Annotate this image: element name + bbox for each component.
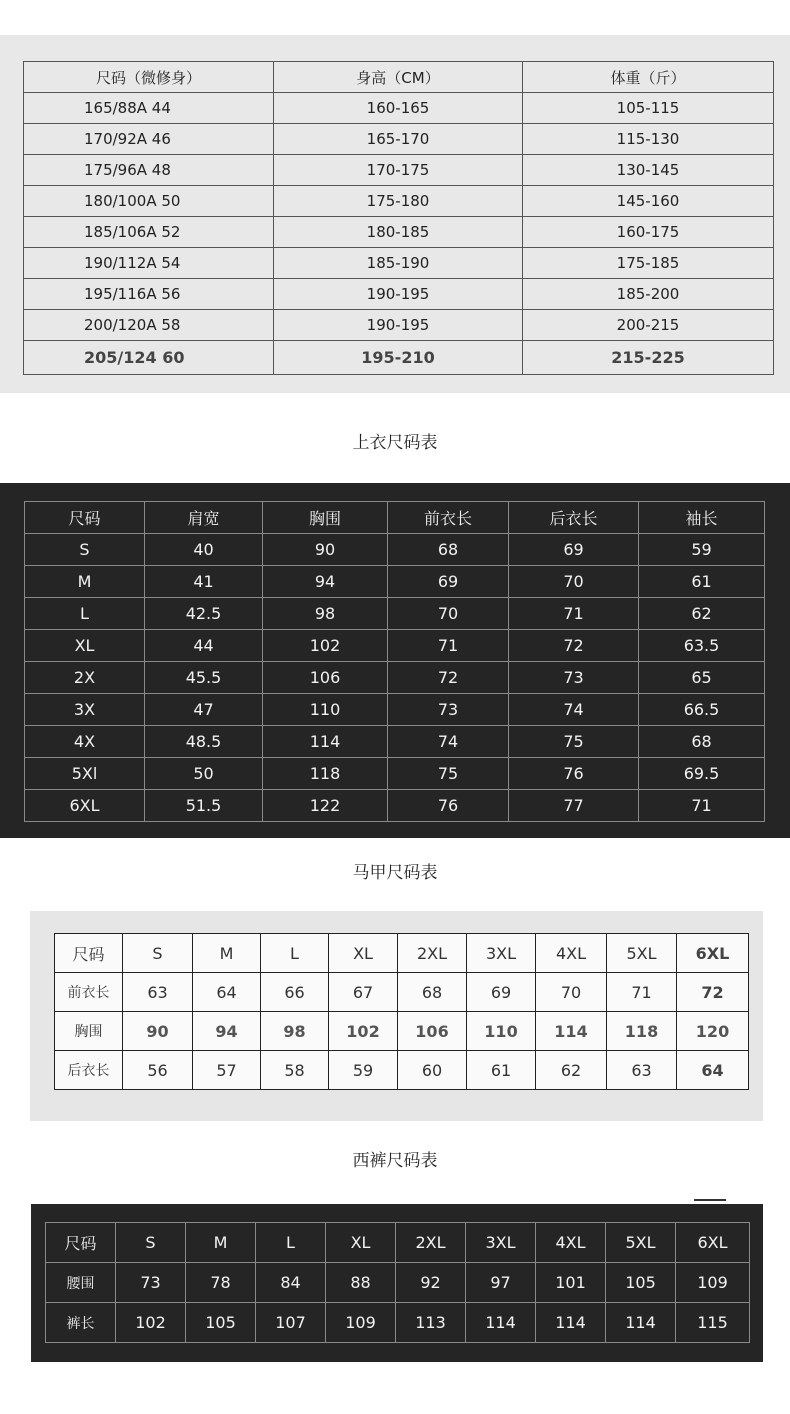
table-cell: S bbox=[25, 534, 145, 566]
table-cell: 70 bbox=[388, 598, 509, 630]
table-cell: 68 bbox=[398, 973, 467, 1012]
table-cell: 110 bbox=[467, 1012, 536, 1051]
table-cell: 64 bbox=[193, 973, 261, 1012]
table-cell: 90 bbox=[123, 1012, 193, 1051]
table-cell: XL bbox=[25, 630, 145, 662]
table-row bbox=[55, 1012, 749, 1051]
size-cell: 170/92A 46 bbox=[24, 124, 274, 155]
table-cell: 59 bbox=[329, 1051, 398, 1090]
table-cell: 102 bbox=[329, 1012, 398, 1051]
table-row bbox=[24, 310, 774, 341]
table-cell: 56 bbox=[123, 1051, 193, 1090]
table-row bbox=[25, 694, 765, 726]
table-cell: 106 bbox=[398, 1012, 467, 1051]
header-cell: 4XL bbox=[536, 934, 607, 973]
table-cell: 114 bbox=[466, 1303, 536, 1343]
size-cell: 185/106A 52 bbox=[24, 217, 274, 248]
table-cell: 110 bbox=[263, 694, 388, 726]
weight-cell: 145-160 bbox=[523, 186, 774, 217]
table-cell: 64 bbox=[677, 1051, 749, 1090]
table-cell: 47 bbox=[145, 694, 263, 726]
table-cell: 122 bbox=[263, 790, 388, 822]
header-cell: S bbox=[116, 1223, 186, 1263]
size-cell: 205/124 60 bbox=[24, 341, 274, 375]
table-cell: 6XL bbox=[25, 790, 145, 822]
table-cell: 109 bbox=[676, 1263, 750, 1303]
header-cell: 后衣长 bbox=[509, 502, 639, 534]
row-header-cell: 胸围 bbox=[55, 1012, 123, 1051]
table-cell: 68 bbox=[639, 726, 765, 758]
table-cell: 48.5 bbox=[145, 726, 263, 758]
row-header-cell: 裤长 bbox=[46, 1303, 116, 1343]
row-header-cell: 后衣长 bbox=[55, 1051, 123, 1090]
table-row bbox=[55, 1051, 749, 1090]
table-row bbox=[24, 93, 774, 124]
table-cell: 68 bbox=[388, 534, 509, 566]
table-cell: 88 bbox=[326, 1263, 396, 1303]
height-cell: 190-195 bbox=[274, 310, 523, 341]
header-cell: 尺码 bbox=[46, 1223, 116, 1263]
height-cell: 190-195 bbox=[274, 279, 523, 310]
table-cell: 72 bbox=[388, 662, 509, 694]
fit-chart-table bbox=[23, 61, 774, 375]
table-cell: 45.5 bbox=[145, 662, 263, 694]
header-cell: 前衣长 bbox=[388, 502, 509, 534]
table-row bbox=[24, 124, 774, 155]
table-cell: 101 bbox=[536, 1263, 606, 1303]
table-cell: 115 bbox=[676, 1303, 750, 1343]
table-cell: 92 bbox=[396, 1263, 466, 1303]
table-cell: 63 bbox=[123, 973, 193, 1012]
table-row bbox=[25, 598, 765, 630]
table-header-row bbox=[24, 62, 774, 93]
header-cell: 胸围 bbox=[263, 502, 388, 534]
header-cell: 2XL bbox=[396, 1223, 466, 1263]
weight-cell: 105-115 bbox=[523, 93, 774, 124]
header-cell: 尺码（微修身） bbox=[24, 62, 274, 93]
weight-cell: 215-225 bbox=[523, 341, 774, 375]
table-cell: 76 bbox=[388, 790, 509, 822]
table-row bbox=[46, 1263, 750, 1303]
table-row bbox=[24, 155, 774, 186]
table-cell: 107 bbox=[256, 1303, 326, 1343]
row-header-cell: 腰围 bbox=[46, 1263, 116, 1303]
header-cell: 4XL bbox=[536, 1223, 606, 1263]
table-cell: 57 bbox=[193, 1051, 261, 1090]
size-cell: 175/96A 48 bbox=[24, 155, 274, 186]
table-cell: 44 bbox=[145, 630, 263, 662]
header-cell: XL bbox=[329, 934, 398, 973]
table-row bbox=[25, 758, 765, 790]
trousers-chart-title: 西裤尺码表 bbox=[352, 1151, 438, 1171]
table-cell: 70 bbox=[509, 566, 639, 598]
table-cell: 98 bbox=[261, 1012, 329, 1051]
header-cell: 3XL bbox=[466, 1223, 536, 1263]
table-row bbox=[25, 566, 765, 598]
table-cell: 61 bbox=[467, 1051, 536, 1090]
table-cell: 69 bbox=[467, 973, 536, 1012]
table-cell: 75 bbox=[388, 758, 509, 790]
header-cell: 体重（斤） bbox=[523, 62, 774, 93]
size-cell: 165/88A 44 bbox=[24, 93, 274, 124]
trousers-chart-panel bbox=[31, 1204, 763, 1362]
table-row bbox=[25, 662, 765, 694]
table-cell: 118 bbox=[263, 758, 388, 790]
header-cell: 6XL bbox=[676, 1223, 750, 1263]
table-cell: 65 bbox=[639, 662, 765, 694]
table-row bbox=[55, 973, 749, 1012]
table-cell: 90 bbox=[263, 534, 388, 566]
top-chart-table bbox=[24, 501, 765, 822]
table-row bbox=[24, 248, 774, 279]
top-chart-panel bbox=[0, 483, 790, 838]
height-cell: 175-180 bbox=[274, 186, 523, 217]
table-cell: 105 bbox=[606, 1263, 676, 1303]
vest-chart-panel bbox=[30, 911, 763, 1121]
table-row bbox=[24, 279, 774, 310]
header-cell: 5XL bbox=[606, 1223, 676, 1263]
table-cell: 118 bbox=[607, 1012, 677, 1051]
table-cell: 105 bbox=[186, 1303, 256, 1343]
weight-cell: 115-130 bbox=[523, 124, 774, 155]
header-cell: XL bbox=[326, 1223, 396, 1263]
table-cell: 102 bbox=[116, 1303, 186, 1343]
table-cell: 72 bbox=[509, 630, 639, 662]
table-cell: 71 bbox=[388, 630, 509, 662]
size-cell: 180/100A 50 bbox=[24, 186, 274, 217]
height-cell: 160-165 bbox=[274, 93, 523, 124]
table-cell: 59 bbox=[639, 534, 765, 566]
header-cell: 尺码 bbox=[55, 934, 123, 973]
table-cell: 71 bbox=[607, 973, 677, 1012]
divider bbox=[694, 1199, 726, 1201]
weight-cell: 130-145 bbox=[523, 155, 774, 186]
table-header-row bbox=[55, 934, 749, 973]
table-cell: 75 bbox=[509, 726, 639, 758]
weight-cell: 200-215 bbox=[523, 310, 774, 341]
table-cell: 41 bbox=[145, 566, 263, 598]
header-cell: 6XL bbox=[677, 934, 749, 973]
trousers-chart-table bbox=[45, 1222, 750, 1343]
size-cell: 190/112A 54 bbox=[24, 248, 274, 279]
header-cell: 肩宽 bbox=[145, 502, 263, 534]
table-cell: 77 bbox=[509, 790, 639, 822]
table-cell: 51.5 bbox=[145, 790, 263, 822]
vest-chart-table bbox=[54, 933, 749, 1090]
header-cell: M bbox=[186, 1223, 256, 1263]
table-cell: 5Xl bbox=[25, 758, 145, 790]
table-row bbox=[25, 790, 765, 822]
table-cell: 109 bbox=[326, 1303, 396, 1343]
table-row bbox=[46, 1303, 750, 1343]
table-cell: 73 bbox=[388, 694, 509, 726]
table-cell: 72 bbox=[677, 973, 749, 1012]
table-cell: 73 bbox=[116, 1263, 186, 1303]
table-cell: 106 bbox=[263, 662, 388, 694]
row-header-cell: 前衣长 bbox=[55, 973, 123, 1012]
table-cell: 78 bbox=[186, 1263, 256, 1303]
table-cell: 71 bbox=[509, 598, 639, 630]
table-cell: 69.5 bbox=[639, 758, 765, 790]
table-cell: 114 bbox=[606, 1303, 676, 1343]
table-cell: 63.5 bbox=[639, 630, 765, 662]
table-cell: 98 bbox=[263, 598, 388, 630]
vest-chart-title: 马甲尺码表 bbox=[352, 863, 438, 883]
table-cell: 69 bbox=[509, 534, 639, 566]
table-cell: 62 bbox=[639, 598, 765, 630]
table-cell: 58 bbox=[261, 1051, 329, 1090]
table-cell: 69 bbox=[388, 566, 509, 598]
size-cell: 200/120A 58 bbox=[24, 310, 274, 341]
height-cell: 165-170 bbox=[274, 124, 523, 155]
header-cell: 2XL bbox=[398, 934, 467, 973]
top-chart-title: 上衣尺码表 bbox=[352, 433, 438, 453]
table-cell: 2X bbox=[25, 662, 145, 694]
table-cell: 60 bbox=[398, 1051, 467, 1090]
header-cell: 5XL bbox=[607, 934, 677, 973]
table-cell: 4X bbox=[25, 726, 145, 758]
table-cell: 3X bbox=[25, 694, 145, 726]
table-cell: 42.5 bbox=[145, 598, 263, 630]
table-cell: 66.5 bbox=[639, 694, 765, 726]
table-cell: 84 bbox=[256, 1263, 326, 1303]
table-cell: 62 bbox=[536, 1051, 607, 1090]
table-cell: 74 bbox=[388, 726, 509, 758]
table-row bbox=[25, 726, 765, 758]
fit-chart-panel bbox=[0, 35, 790, 393]
header-cell: 身高（CM） bbox=[274, 62, 523, 93]
table-cell: 67 bbox=[329, 973, 398, 1012]
size-cell: 195/116A 56 bbox=[24, 279, 274, 310]
height-cell: 185-190 bbox=[274, 248, 523, 279]
table-header-row bbox=[25, 502, 765, 534]
header-cell: M bbox=[193, 934, 261, 973]
table-cell: 61 bbox=[639, 566, 765, 598]
table-row bbox=[24, 186, 774, 217]
height-cell: 180-185 bbox=[274, 217, 523, 248]
header-cell: L bbox=[261, 934, 329, 973]
header-cell: S bbox=[123, 934, 193, 973]
table-cell: 73 bbox=[509, 662, 639, 694]
table-row bbox=[24, 217, 774, 248]
table-cell: 120 bbox=[677, 1012, 749, 1051]
table-cell: 50 bbox=[145, 758, 263, 790]
table-cell: 76 bbox=[509, 758, 639, 790]
header-cell: 袖长 bbox=[639, 502, 765, 534]
table-cell: 114 bbox=[263, 726, 388, 758]
table-cell: 113 bbox=[396, 1303, 466, 1343]
header-cell: 3XL bbox=[467, 934, 536, 973]
table-cell: 71 bbox=[639, 790, 765, 822]
table-cell: 94 bbox=[193, 1012, 261, 1051]
header-cell: L bbox=[256, 1223, 326, 1263]
height-cell: 195-210 bbox=[274, 341, 523, 375]
table-cell: 114 bbox=[536, 1303, 606, 1343]
weight-cell: 160-175 bbox=[523, 217, 774, 248]
table-cell: 114 bbox=[536, 1012, 607, 1051]
header-cell: 尺码 bbox=[25, 502, 145, 534]
table-row bbox=[25, 534, 765, 566]
weight-cell: 185-200 bbox=[523, 279, 774, 310]
height-cell: 170-175 bbox=[274, 155, 523, 186]
table-row bbox=[24, 341, 774, 375]
table-cell: 40 bbox=[145, 534, 263, 566]
weight-cell: 175-185 bbox=[523, 248, 774, 279]
table-cell: L bbox=[25, 598, 145, 630]
table-header-row bbox=[46, 1223, 750, 1263]
table-cell: 94 bbox=[263, 566, 388, 598]
table-cell: 63 bbox=[607, 1051, 677, 1090]
table-cell: 74 bbox=[509, 694, 639, 726]
table-cell: 102 bbox=[263, 630, 388, 662]
table-row bbox=[25, 630, 765, 662]
table-cell: 97 bbox=[466, 1263, 536, 1303]
table-cell: 66 bbox=[261, 973, 329, 1012]
table-cell: M bbox=[25, 566, 145, 598]
table-cell: 70 bbox=[536, 973, 607, 1012]
